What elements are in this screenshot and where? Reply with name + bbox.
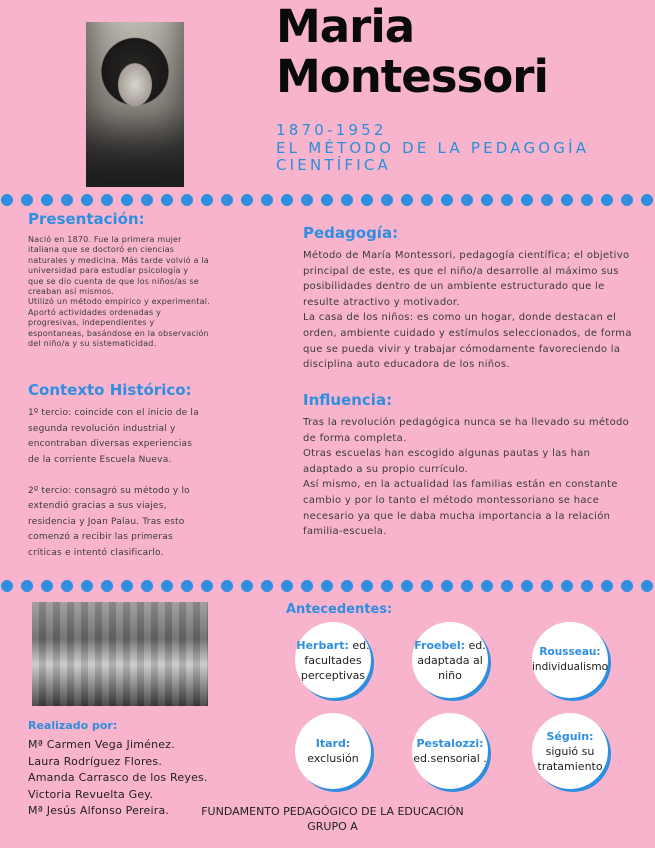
antecedente-froebel — [412, 622, 488, 698]
antecedente-name: Herbart: — [296, 638, 349, 652]
contexto-line: residencia y Joan Palau. Tras esto — [28, 516, 185, 527]
antecedente-text: ed. facultades perceptivas — [300, 638, 370, 682]
contexto-line: encontraban diversas experiencias — [28, 439, 193, 449]
antecedente-text: exclusión — [307, 752, 359, 765]
contexto-line: 1º tercio: coincide con el inicio de la — [28, 408, 199, 418]
title-line-1: Maria — [276, 0, 415, 53]
pedagogia-line: disciplina auto educadora de los niños. — [303, 359, 510, 371]
influencia-body — [303, 415, 648, 540]
page-title — [276, 2, 646, 102]
influencia-line: familia-escuela. — [303, 526, 387, 538]
pedagogia-line: principal de este, es que el niño/a desarrolle al máximo sus — [303, 265, 619, 277]
title-line-2: Montessori — [276, 50, 548, 103]
dotted-divider-top — [0, 193, 655, 207]
dotted-divider-bottom — [0, 579, 655, 593]
presentacion-line: Aportó actividades ordenadas y — [28, 307, 162, 317]
pedagogia-line: La casa de los niños: es como un hogar, donde destacan el — [303, 312, 617, 324]
pedagogia-line: Método de María Montessori, pedagogía científica; el objetivo — [303, 250, 630, 261]
contexto-line: 2º tercio: consagró su método y lo — [28, 485, 190, 496]
contexto-line: de la corriente Escuela Nueva. — [28, 454, 172, 465]
presentacion-line: italiana que se doctoró en ciencias — [28, 245, 175, 255]
presentacion-line: del niño/a y su sistematicidad. — [28, 339, 157, 349]
presentacion-line: espontaneas, basándose en la observación — [28, 328, 209, 338]
antecedente-herbart — [295, 622, 371, 698]
antecedente-text: ed.sensorial . — [413, 752, 487, 765]
presentacion-line: progresivas, independientes y — [28, 318, 155, 328]
presentacion-line: Utilizó un método empírico y experimental. — [28, 297, 210, 307]
antecedente-text: siguió su tratamiento — [537, 744, 603, 773]
contexto-body — [28, 406, 248, 561]
author-name: Mª Carmen Vega Jiménez. — [28, 738, 175, 751]
antecedente-seguin — [532, 713, 608, 789]
pedagogia-line: posibilidades dentro de un ambiente estructurado que le — [303, 281, 605, 293]
contexto-line: comenzó a recibir las primeras — [28, 532, 173, 542]
influencia-line: Tras la revolución pedagógica nunca se ha llevado su método — [303, 417, 630, 428]
portrait-photo — [86, 22, 184, 187]
presentacion-line: Nació en 1870. Fue la primera mujer — [28, 235, 182, 244]
years: 1870-1952 — [276, 121, 387, 139]
author-name: Laura Rodríguez Flores. — [28, 754, 163, 768]
pedagogia-heading: Pedagogía: — [303, 224, 399, 242]
pedagogia-line: resulte atractivo y motivador. — [303, 296, 460, 308]
contexto-line: extendió gracias a sus viajes, — [28, 501, 167, 511]
antecedente-name: Itard: — [315, 737, 351, 750]
influencia-line: de forma completa. — [303, 432, 407, 444]
author-name: Amanda Carrasco de los Reyes. — [28, 771, 208, 784]
influencia-line: Así mismo, en la actualidad las familias están en constante — [303, 479, 618, 491]
pedagogia-line: que se pueda vivir y trabajar cómodamente favoreciendo la — [303, 343, 621, 355]
influencia-line: necesario ya que le daba mucha importancia a la relación — [303, 510, 611, 522]
footer-line-2: GRUPO A — [307, 820, 358, 833]
presentacion-line: universidad para estudiar psicología y — [28, 266, 189, 276]
contexto-line: críticas e intentó clasificarlo. — [28, 547, 164, 558]
presentacion-line: que se dio cuenta de que los niños/as se — [28, 276, 199, 286]
influencia-line: cambio y por lo tanto el método montessoriano se hace — [303, 494, 600, 506]
influencia-line: Otras escuelas han escogido algunas pautas y las han — [303, 448, 591, 460]
pedagogia-body — [303, 248, 648, 373]
pedagogia-line: orden, ambiente cuidado y estímulos seleccionados, de forma — [303, 327, 632, 339]
footer — [190, 804, 475, 834]
influencia-line: adaptado a su propio currículo. — [303, 463, 469, 475]
subtitle: EL MÉTODO DE LA PEDAGOGÍA CIENTÍFICA — [276, 139, 590, 174]
author-name: Mª Jesús Alfonso Pereira. — [28, 804, 170, 817]
influencia-heading: Influencia: — [303, 391, 393, 409]
classroom-photo — [32, 602, 208, 706]
contexto-line: segunda revolución industrial y — [28, 423, 176, 434]
realizado-heading: Realizado por: — [28, 719, 118, 732]
antecedentes-heading: Antecedentes: — [286, 602, 393, 617]
contexto-line — [28, 468, 248, 484]
antecedente-name: Rousseau: — [539, 646, 601, 658]
antecedente-name: Froebel: — [414, 638, 465, 652]
presentacion-line: creaban así mismos. — [28, 287, 115, 297]
antecedente-name: Séguin: — [546, 729, 594, 743]
antecedente-text: individualismo — [532, 661, 608, 673]
antecedente-name: Pestalozzi: — [416, 737, 484, 750]
footer-line-1: FUNDAMENTO PEDAGÓGICO DE LA EDUCACIÓN — [201, 805, 464, 818]
antecedente-rousseau — [532, 622, 608, 698]
presentacion-heading: Presentación: — [28, 210, 145, 228]
antecedente-itard — [295, 713, 371, 789]
author-name: Victoria Revuelta Gey. — [28, 787, 154, 801]
contexto-heading: Contexto Histórico: — [28, 381, 192, 399]
antecedente-pestalozzi — [412, 713, 488, 789]
presentacion-body — [28, 235, 248, 349]
antecedente-text: ed. adaptada al niño — [417, 638, 486, 682]
presentacion-line: naturales y medicina. Más tarde volvió a la — [28, 255, 209, 265]
